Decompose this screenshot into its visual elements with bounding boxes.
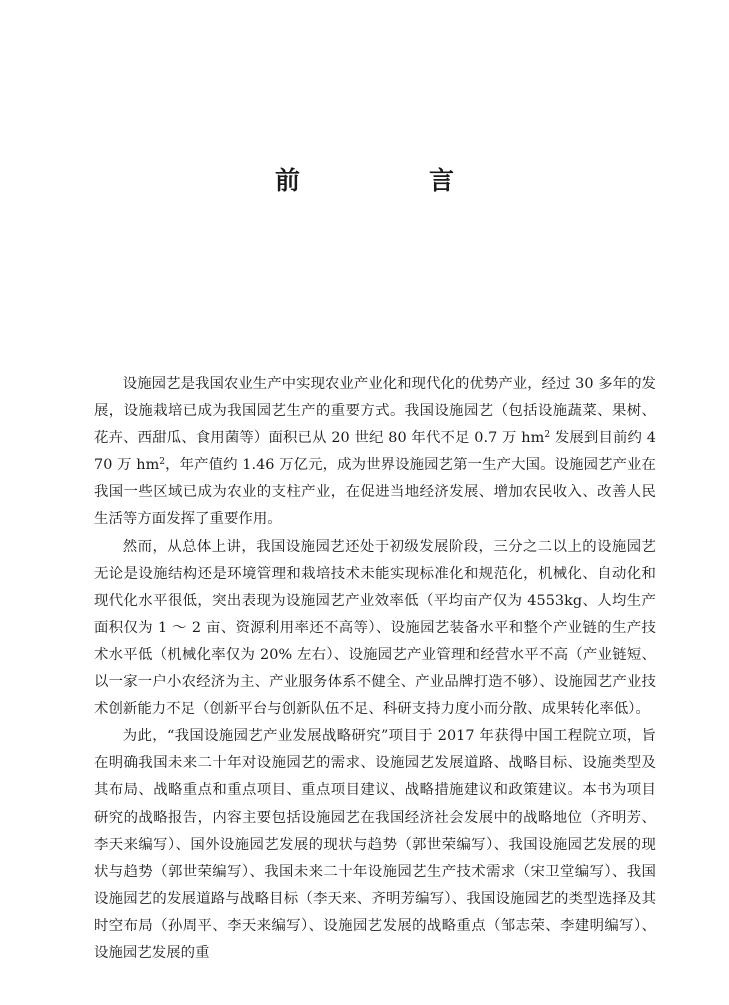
page-title: 前 言: [274, 166, 506, 195]
body-text: [94, 371, 656, 967]
superscript: 2: [544, 430, 551, 441]
paragraph-2: [94, 534, 656, 724]
text-run: 发展到目前约 470 万 hm: [94, 430, 656, 474]
superscript: 2: [159, 457, 166, 468]
text-run: 为此，“我国设施园艺产业发展战略研究”项目于 2017 年获得中国工程院立项，旨在明确我国未来二十年对设施园艺的需求、设施园艺发展道路、战略目标、设施类型及其布局、战略重点和重点项目、重点项目建议、战略措施建议和政策建议。本书为项目研究的战略报告，内容主要包括设施园艺在我国经济社会发展中的战略地位（齐明芳、李天来编写）、国外设施园艺发展的现状与趋势（郭世荣编写）、我国设施园艺发展的现状与趋势（郭世荣编写）、我国未来二十年设施园艺生产技术需求（宋卫堂编写）、我国设施园艺的发展道路与战略目标（李天来、齐明芳编写）、我国设施园艺的类型选择及其时空布局（孙周平、李天来编写）、设施园艺发展的战略重点（邹志荣、李建明编写）、设施园艺发展的重: [94, 728, 656, 961]
text-run: 然而，从总体上讲，我国设施园艺还处于初级发展阶段，三分之二以上的设施园艺无论是设施结构还是环境管理和栽培技术未能实现标准化和规范化，机械化、自动化和现代化水平很低，突出表现为设施园艺产业效率低（平均亩产仅为 4553kg、人均生产面积仅为 1 ～ 2 亩、资源利用率还不高等）、设施园艺装备水平和整个产业链的生产技术水平低（机械化率仅为 20% 左右）、设施园艺产业管理和经营水平不高（产业链短、以一家一户小农经济为主、产业服务体系不健全、产业品牌打造不够）、设施园艺产业技术创新能力不足（创新平台与创新队伍不足、科研支持力度小而分散、成果转化率低）。: [94, 538, 656, 718]
text-run: 设施园艺是我国农业生产中实现农业产业化和现代化的优势产业，经过 30 多年的发展，设施栽培已成为我国园艺生产的重要方式。我国设施园艺（包括设施蔬菜、果树、花卉、西甜瓜、食用菌等）面积已从 20 世纪 80 年代不足 0.7 万 hm: [94, 376, 656, 447]
paragraph-1: [94, 371, 656, 534]
text-run: ，年产值约 1.46 万亿元，成为世界设施园艺第一生产大国。设施园艺产业在我国一些区域已成为农业的支柱产业，在促进当地经济发展、增加农民收入、改善人民生活等方面发挥了重要作用。: [94, 457, 656, 528]
paragraph-3: [94, 723, 656, 967]
